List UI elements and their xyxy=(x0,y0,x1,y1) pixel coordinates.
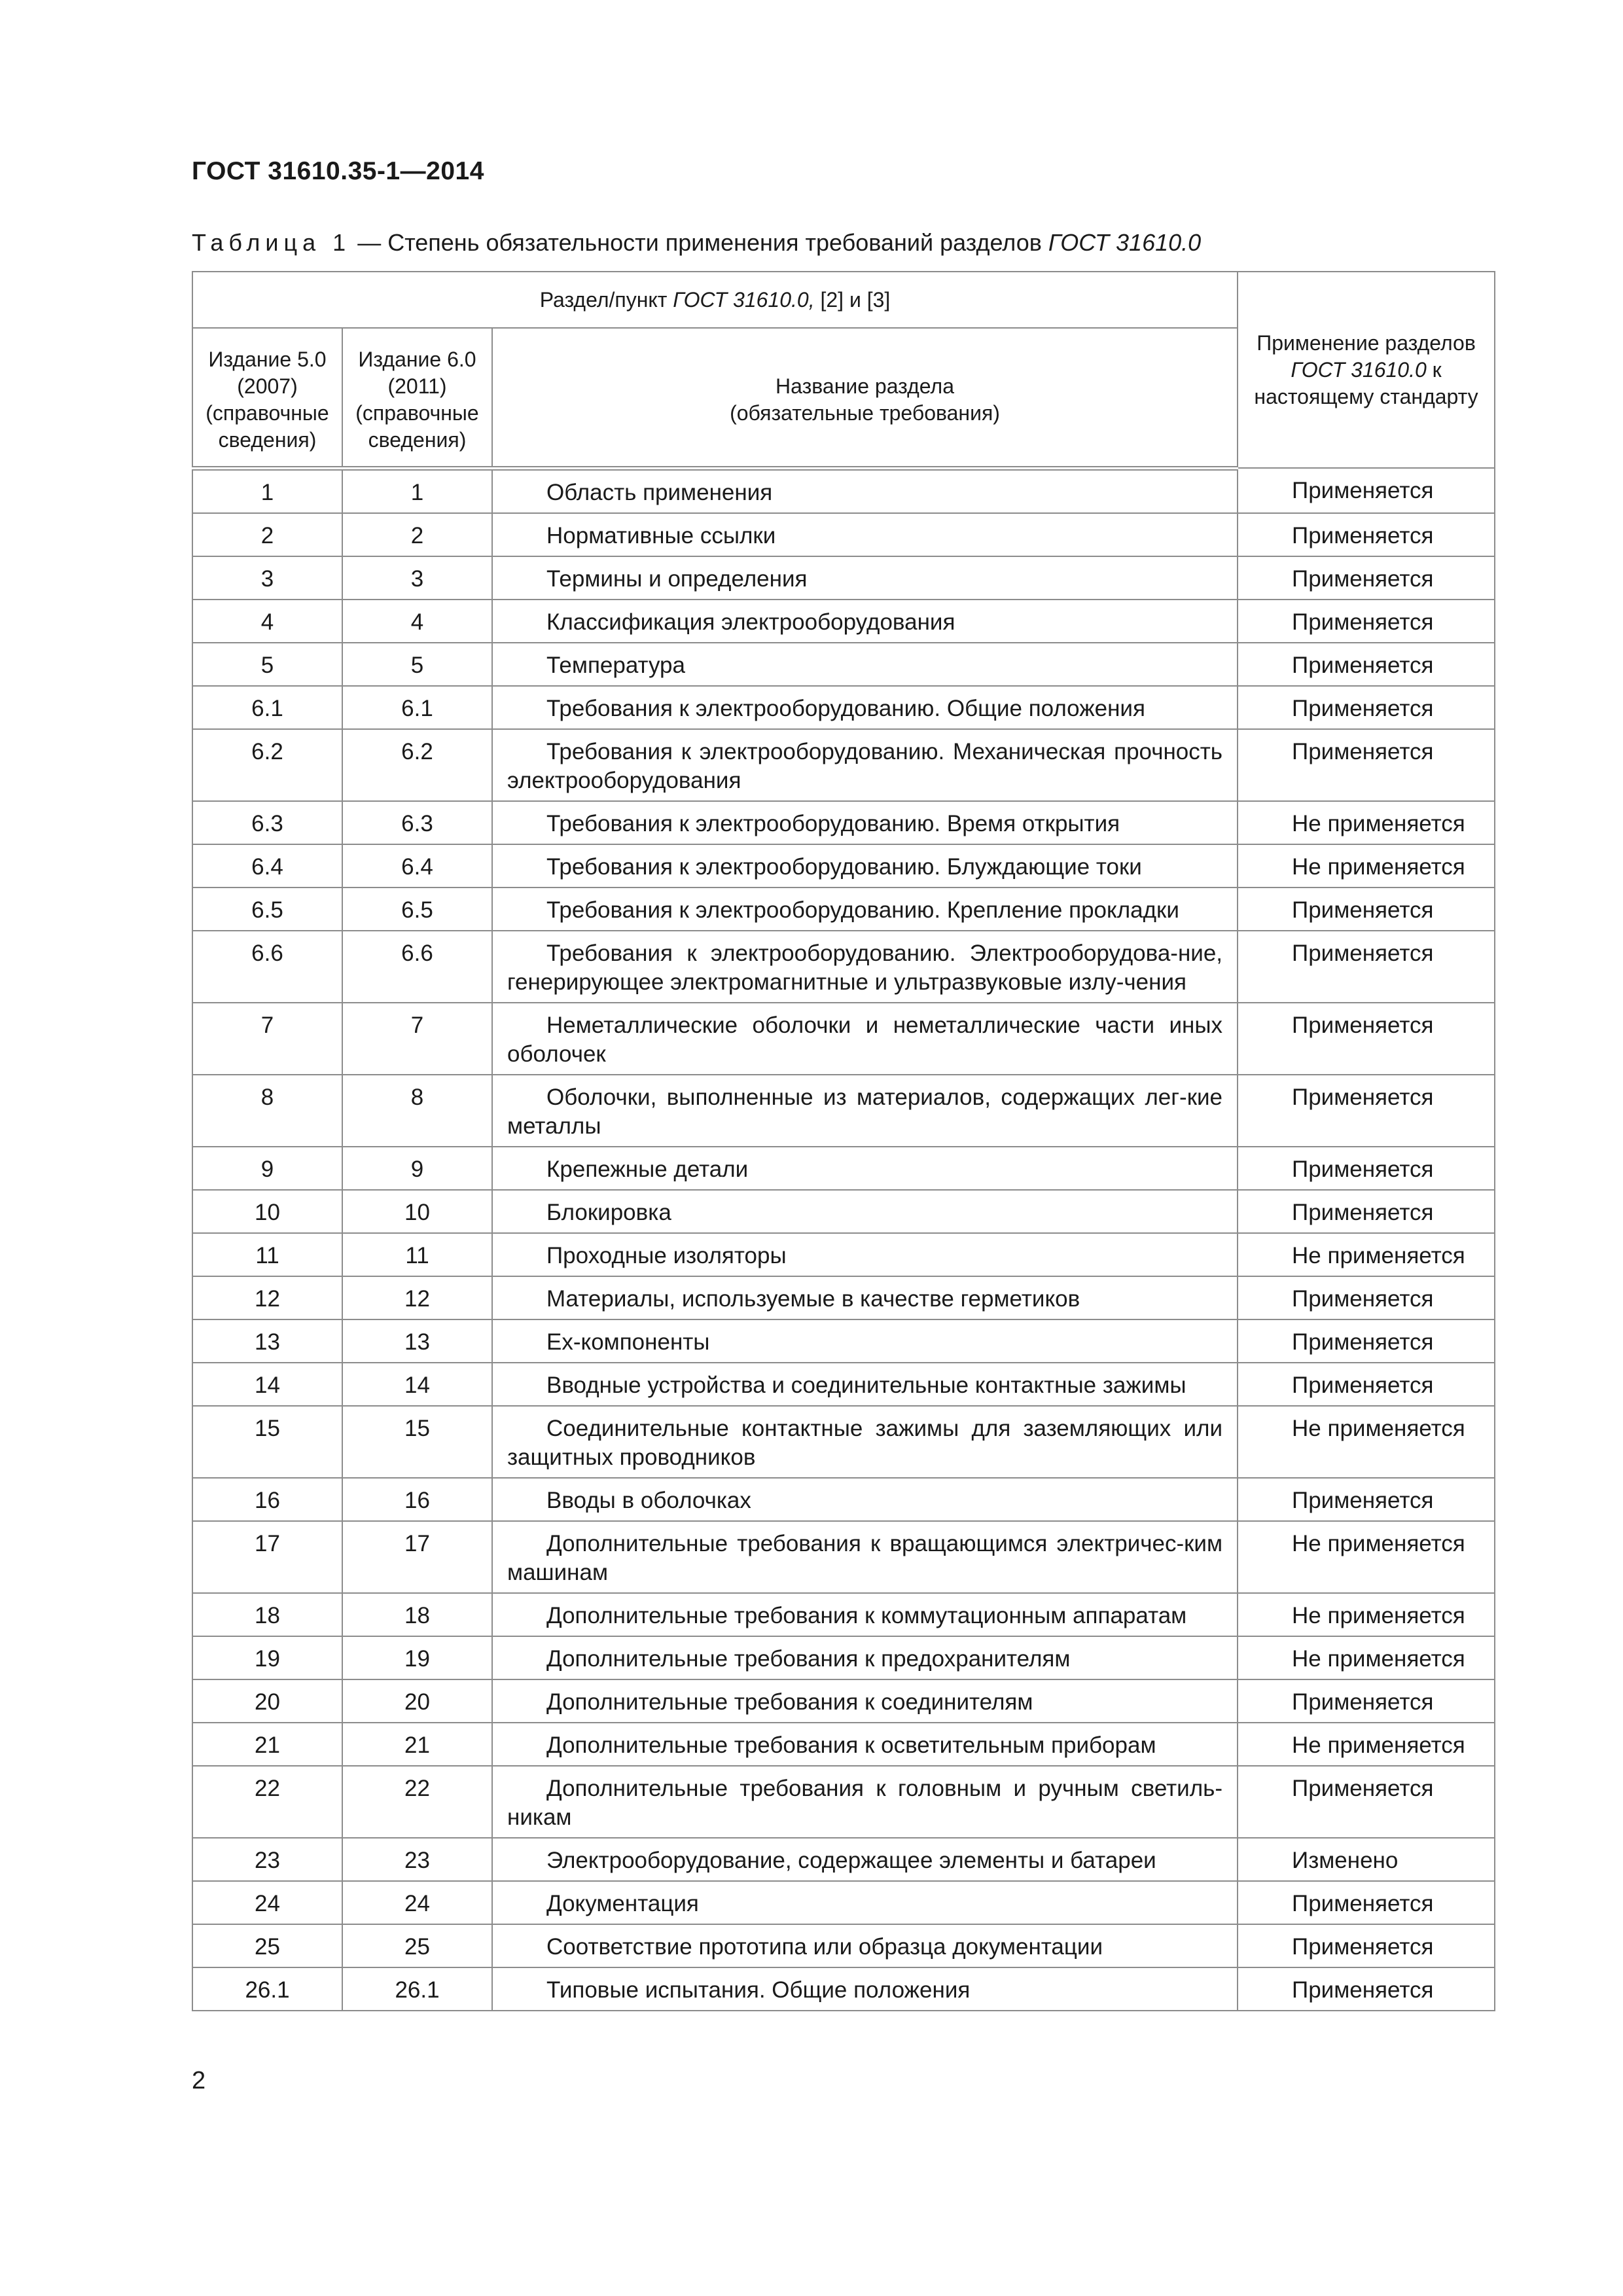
cell-section-name: Вводы в оболочках xyxy=(492,1478,1238,1521)
cell-edition-6: 21 xyxy=(342,1723,492,1766)
cell-edition-6: 6.6 xyxy=(342,931,492,1003)
table-row xyxy=(192,1363,1495,1406)
cell-status: Применяется xyxy=(1238,513,1495,556)
cell-edition-6: 22 xyxy=(342,1766,492,1838)
page-number: 2 xyxy=(192,2067,206,2094)
cell-status: Применяется xyxy=(1238,1679,1495,1723)
group-header: Раздел/пункт ГОСТ 31610.0, [2] и [3] xyxy=(192,272,1238,328)
cell-section-name: Дополнительные требования к вращающимся электричес-ким машинам xyxy=(492,1521,1238,1593)
table-row xyxy=(192,1521,1495,1593)
cell-section-name: Дополнительные требования к осветительным приборам xyxy=(492,1723,1238,1766)
cell-section-name: Дополнительные требования к головным и ручным светиль-никам xyxy=(492,1766,1238,1838)
cell-section-name: Блокировка xyxy=(492,1190,1238,1233)
table-row xyxy=(192,1723,1495,1766)
table-row xyxy=(192,931,1495,1003)
cell-edition-6: 10 xyxy=(342,1190,492,1233)
table-body xyxy=(192,468,1495,2011)
table-row xyxy=(192,801,1495,844)
cell-edition-6: 6.4 xyxy=(342,844,492,888)
cell-status: Применяется xyxy=(1238,1478,1495,1521)
table-row xyxy=(192,1190,1495,1233)
apply-header: Применение разделов ГОСТ 31610.0 к настоящему стандарту xyxy=(1238,272,1495,468)
table-row xyxy=(192,1636,1495,1679)
cell-status: Не применяется xyxy=(1238,844,1495,888)
col-header-edition-5: Издание 5.0 (2007) (справочные сведения) xyxy=(192,328,342,468)
table-caption-text: — Степень обязательности применения требований разделов xyxy=(351,229,1048,256)
cell-section-name: Требования к электрооборудованию. Электрооборудова-ние, генерирующее электромагнитные и ультразвуковые излу-чения xyxy=(492,931,1238,1003)
table-row xyxy=(192,513,1495,556)
cell-edition-5: 19 xyxy=(192,1636,342,1679)
table-row xyxy=(192,1276,1495,1319)
cell-edition-5: 2 xyxy=(192,513,342,556)
cell-status: Применяется xyxy=(1238,1766,1495,1838)
table-row xyxy=(192,1319,1495,1363)
cell-edition-5: 15 xyxy=(192,1406,342,1478)
cell-edition-5: 6.6 xyxy=(192,931,342,1003)
table-row xyxy=(192,729,1495,801)
cell-section-name: Классификация электрооборудования xyxy=(492,600,1238,643)
table-caption xyxy=(192,229,1201,257)
cell-section-name: Требования к электрооборудованию. Крепление прокладки xyxy=(492,888,1238,931)
cell-status: Не применяется xyxy=(1238,1406,1495,1478)
cell-edition-6: 16 xyxy=(342,1478,492,1521)
cell-edition-6: 6.3 xyxy=(342,801,492,844)
table-row xyxy=(192,1075,1495,1147)
table-row xyxy=(192,1478,1495,1521)
cell-edition-6: 24 xyxy=(342,1881,492,1924)
cell-status: Применяется xyxy=(1238,1924,1495,1967)
cell-edition-5: 9 xyxy=(192,1147,342,1190)
cell-status: Применяется xyxy=(1238,1319,1495,1363)
cell-edition-5: 6.1 xyxy=(192,686,342,729)
table-row xyxy=(192,1147,1495,1190)
cell-status: Применяется xyxy=(1238,686,1495,729)
cell-status: Применяется xyxy=(1238,1075,1495,1147)
cell-section-name: Крепежные детали xyxy=(492,1147,1238,1190)
table-row xyxy=(192,643,1495,686)
cell-edition-6: 7 xyxy=(342,1003,492,1075)
cell-edition-6: 6.5 xyxy=(342,888,492,931)
table-row xyxy=(192,1679,1495,1723)
cell-status: Не применяется xyxy=(1238,1593,1495,1636)
cell-edition-6: 9 xyxy=(342,1147,492,1190)
cell-edition-6: 15 xyxy=(342,1406,492,1478)
cell-section-name: Дополнительные требования к предохранителям xyxy=(492,1636,1238,1679)
cell-edition-5: 12 xyxy=(192,1276,342,1319)
cell-status: Не применяется xyxy=(1238,1521,1495,1593)
cell-section-name: Термины и определения xyxy=(492,556,1238,600)
table-row xyxy=(192,1593,1495,1636)
table-row xyxy=(192,844,1495,888)
cell-edition-5: 22 xyxy=(192,1766,342,1838)
col-header-section-name: Название раздела (обязательные требования) xyxy=(492,328,1238,468)
cell-edition-5: 10 xyxy=(192,1190,342,1233)
col-header-edition-6: Издание 6.0 (2011) (справочные сведения) xyxy=(342,328,492,468)
table-row xyxy=(192,1838,1495,1881)
table-row xyxy=(192,1233,1495,1276)
cell-section-name: Дополнительные требования к коммутационным аппаратам xyxy=(492,1593,1238,1636)
table-row xyxy=(192,600,1495,643)
cell-edition-5: 24 xyxy=(192,1881,342,1924)
cell-edition-6: 26.1 xyxy=(342,1967,492,2011)
cell-status: Изменено xyxy=(1238,1838,1495,1881)
table-row xyxy=(192,1881,1495,1924)
cell-edition-5: 8 xyxy=(192,1075,342,1147)
cell-edition-5: 5 xyxy=(192,643,342,686)
cell-section-name: Нормативные ссылки xyxy=(492,513,1238,556)
cell-section-name: Соединительные контактные зажимы для заземляющих или защитных проводников xyxy=(492,1406,1238,1478)
cell-section-name: Область применения xyxy=(492,468,1238,513)
cell-edition-5: 26.1 xyxy=(192,1967,342,2011)
cell-edition-6: 6.2 xyxy=(342,729,492,801)
table-row xyxy=(192,888,1495,931)
cell-status: Применяется xyxy=(1238,1147,1495,1190)
cell-edition-5: 16 xyxy=(192,1478,342,1521)
cell-edition-6: 1 xyxy=(342,468,492,513)
cell-edition-6: 2 xyxy=(342,513,492,556)
cell-section-name: Неметаллические оболочки и неметаллические части иных оболочек xyxy=(492,1003,1238,1075)
cell-section-name: Документация xyxy=(492,1881,1238,1924)
cell-section-name: Дополнительные требования к соединителям xyxy=(492,1679,1238,1723)
cell-edition-5: 1 xyxy=(192,468,342,513)
table-row xyxy=(192,686,1495,729)
cell-edition-5: 6.3 xyxy=(192,801,342,844)
cell-status: Применяется xyxy=(1238,729,1495,801)
cell-status: Применяется xyxy=(1238,1363,1495,1406)
cell-edition-6: 11 xyxy=(342,1233,492,1276)
cell-section-name: Требования к электрооборудованию. Время открытия xyxy=(492,801,1238,844)
table-caption-label: Таблица 1 xyxy=(192,229,351,256)
cell-edition-5: 6.2 xyxy=(192,729,342,801)
cell-section-name: Материалы, используемые в качестве герметиков xyxy=(492,1276,1238,1319)
cell-section-name: Вводные устройства и соединительные контактные зажимы xyxy=(492,1363,1238,1406)
cell-edition-6: 5 xyxy=(342,643,492,686)
cell-edition-5: 14 xyxy=(192,1363,342,1406)
cell-status: Применяется xyxy=(1238,931,1495,1003)
cell-status: Не применяется xyxy=(1238,801,1495,844)
cell-edition-6: 4 xyxy=(342,600,492,643)
cell-section-name: Требования к электрооборудованию. Механическая прочность электрооборудования xyxy=(492,729,1238,801)
cell-status: Применяется xyxy=(1238,1190,1495,1233)
cell-edition-5: 20 xyxy=(192,1679,342,1723)
cell-status: Применяется xyxy=(1238,1003,1495,1075)
cell-status: Применяется xyxy=(1238,600,1495,643)
cell-edition-5: 6.4 xyxy=(192,844,342,888)
cell-status: Не применяется xyxy=(1238,1723,1495,1766)
cell-edition-6: 8 xyxy=(342,1075,492,1147)
cell-status: Применяется xyxy=(1238,1276,1495,1319)
cell-edition-6: 18 xyxy=(342,1593,492,1636)
cell-section-name: Электрооборудование, содержащее элементы и батареи xyxy=(492,1838,1238,1881)
cell-edition-6: 14 xyxy=(342,1363,492,1406)
cell-status: Применяется xyxy=(1238,643,1495,686)
cell-edition-6: 23 xyxy=(342,1838,492,1881)
cell-edition-6: 6.1 xyxy=(342,686,492,729)
cell-section-name: Соответствие прототипа или образца документации xyxy=(492,1924,1238,1967)
cell-edition-5: 21 xyxy=(192,1723,342,1766)
cell-edition-5: 11 xyxy=(192,1233,342,1276)
cell-edition-5: 4 xyxy=(192,600,342,643)
cell-edition-6: 20 xyxy=(342,1679,492,1723)
cell-edition-6: 3 xyxy=(342,556,492,600)
cell-section-name: Требования к электрооборудованию. Блуждающие токи xyxy=(492,844,1238,888)
cell-section-name: Проходные изоляторы xyxy=(492,1233,1238,1276)
cell-edition-5: 13 xyxy=(192,1319,342,1363)
cell-section-name: Ex-компоненты xyxy=(492,1319,1238,1363)
requirements-table xyxy=(192,271,1495,2011)
cell-edition-6: 17 xyxy=(342,1521,492,1593)
table-caption-ref: ГОСТ 31610.0 xyxy=(1048,229,1202,256)
cell-status: Применяется xyxy=(1238,888,1495,931)
table-row xyxy=(192,468,1495,513)
cell-status: Применяется xyxy=(1238,1881,1495,1924)
document-code: ГОСТ 31610.35-1—2014 xyxy=(192,157,484,185)
cell-edition-5: 6.5 xyxy=(192,888,342,931)
cell-status: Применяется xyxy=(1238,556,1495,600)
cell-edition-5: 18 xyxy=(192,1593,342,1636)
cell-edition-5: 3 xyxy=(192,556,342,600)
cell-edition-5: 7 xyxy=(192,1003,342,1075)
cell-edition-5: 23 xyxy=(192,1838,342,1881)
cell-status: Применяется xyxy=(1238,468,1495,513)
cell-section-name: Температура xyxy=(492,643,1238,686)
cell-section-name: Оболочки, выполненные из материалов, содержащих лег-кие металлы xyxy=(492,1075,1238,1147)
table-row xyxy=(192,1766,1495,1838)
table-row xyxy=(192,1924,1495,1967)
cell-edition-6: 25 xyxy=(342,1924,492,1967)
cell-edition-6: 13 xyxy=(342,1319,492,1363)
table-row xyxy=(192,1003,1495,1075)
table-row xyxy=(192,1967,1495,2011)
cell-section-name: Требования к электрооборудованию. Общие положения xyxy=(492,686,1238,729)
cell-edition-5: 17 xyxy=(192,1521,342,1593)
table-row xyxy=(192,1406,1495,1478)
cell-status: Не применяется xyxy=(1238,1636,1495,1679)
cell-status: Применяется xyxy=(1238,1967,1495,2011)
cell-edition-5: 25 xyxy=(192,1924,342,1967)
table-row xyxy=(192,556,1495,600)
cell-edition-6: 12 xyxy=(342,1276,492,1319)
cell-edition-6: 19 xyxy=(342,1636,492,1679)
cell-status: Не применяется xyxy=(1238,1233,1495,1276)
cell-section-name: Типовые испытания. Общие положения xyxy=(492,1967,1238,2011)
